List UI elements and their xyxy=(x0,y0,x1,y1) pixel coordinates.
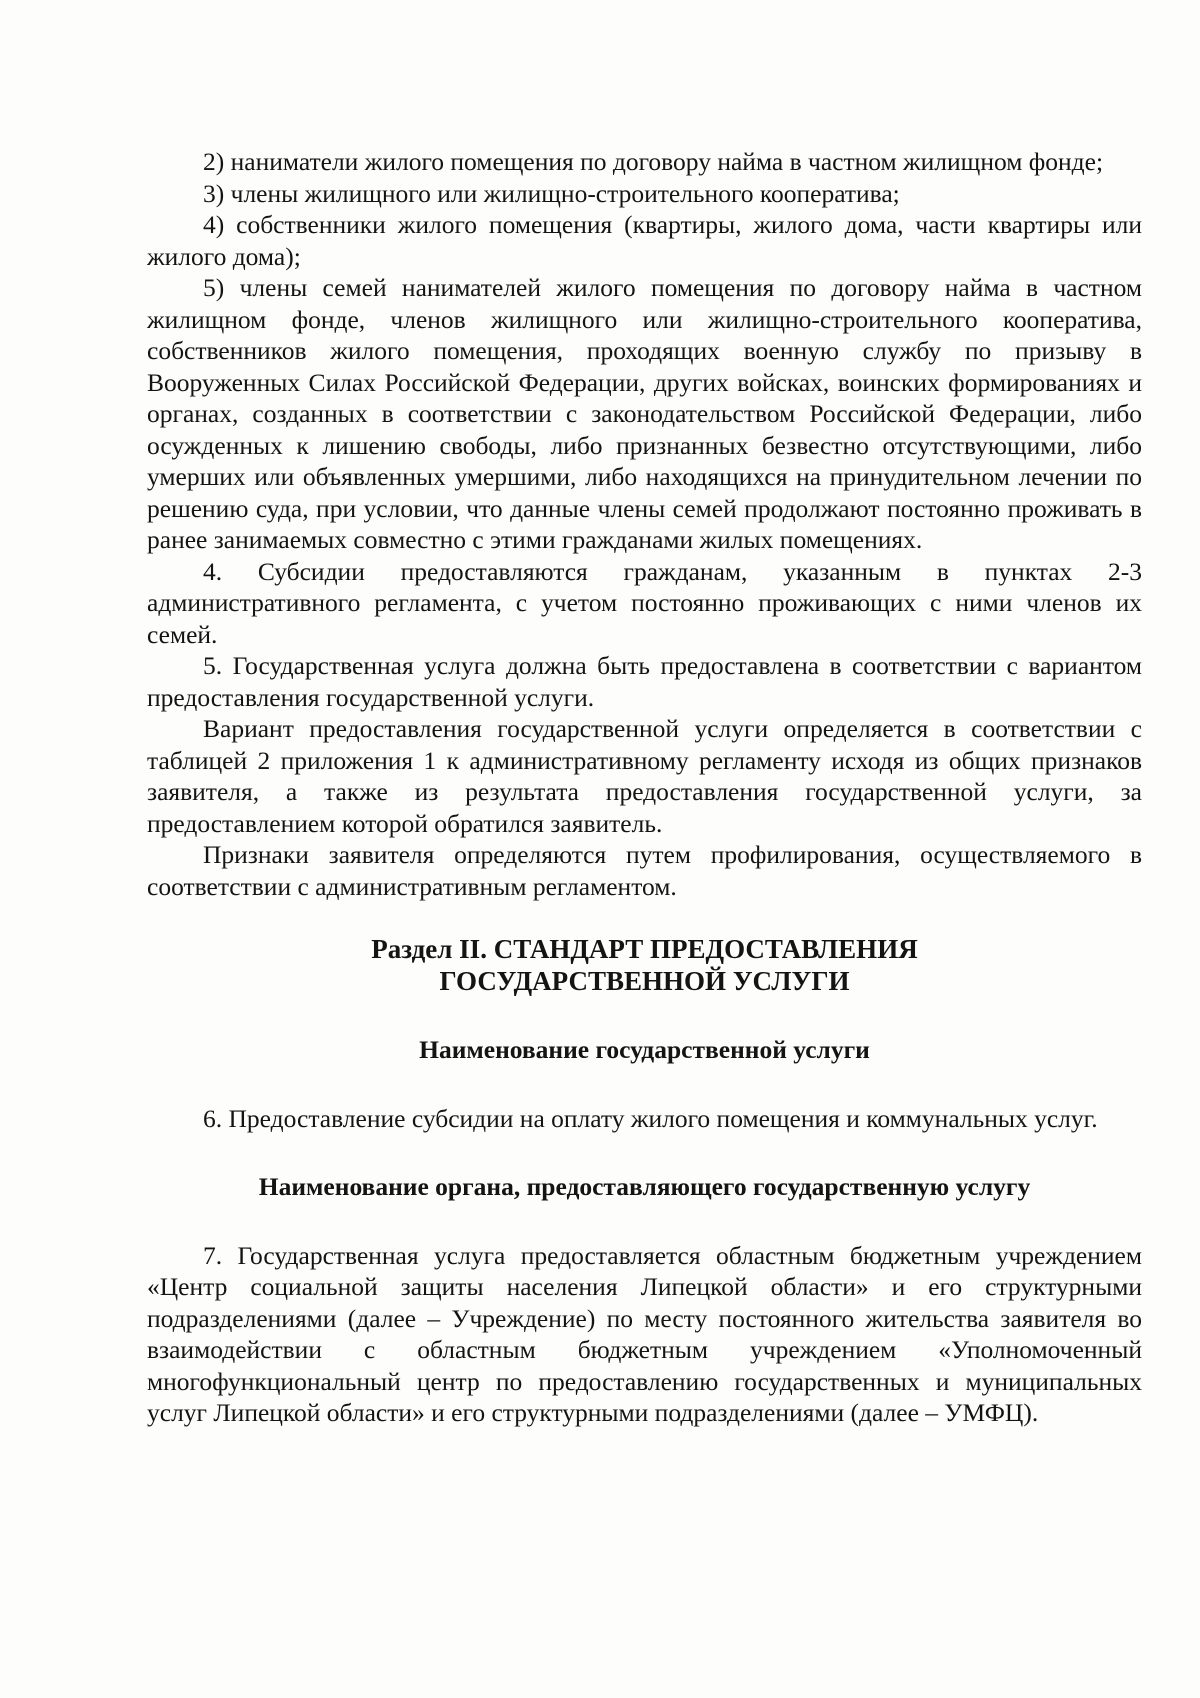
paragraph-clause-7: 7. Государственная услуга предоставляется областным бюджетным учреждением «Центр социальной защиты населения Липецкой области» и его структурными подразделениями (далее – Учреждение) по месту постоянного жительства заявителя во взаимодействии с областным бюджетным учреждением «Уполномоченный многофункциональный центр по предоставлению государственных и муниципальных услуг Липецкой области» и его структурными подразделениями (далее – УМФЦ). xyxy=(147,1240,1142,1427)
subheading-service-name: Наименование государственной услуги xyxy=(419,1035,870,1064)
paragraph-item-3: 3) члены жилищного или жилищно-строительного кооператива; xyxy=(203,178,900,208)
paragraph-applicant-signs: Признаки заявителя определяются путем профилирования, осуществляемого в соответствии с административным регламентом. xyxy=(147,840,1142,901)
section-title-line-1: Раздел II. СТАНДАРТ ПРЕДОСТАВЛЕНИЯ xyxy=(371,934,918,964)
document-body xyxy=(147,146,1142,1429)
paragraph-clause-4: 4. Субсидии предоставляются гражданам, указанным в пунктах 2-3 административного регламента, с учетом постоянно проживающих с ними членов их семей. xyxy=(147,556,1142,649)
subheading-authority-name: Наименование органа, предоставляющего государственную услугу xyxy=(258,1172,1031,1201)
paragraph-item-2: 2) наниматели жилого помещения по договору найма в частном жилищном фонде; xyxy=(203,147,1104,176)
paragraph-clause-5: 5. Государственная услуга должна быть предоставлена в соответствии с вариантом предоставления государственной услуги. xyxy=(147,651,1142,712)
paragraph-variant: Вариант предоставления государственной услуги определяется в соответствии с таблицей 2 приложения 1 к административному регламенту исходя из общих признаков заявителя, а также из результата предоставления государственной услуги, за предоставлением которой обратился заявитель. xyxy=(147,714,1142,838)
section-title-line-2: ГОСУДАРСТВЕННОЙ УСЛУГИ xyxy=(439,966,850,996)
paragraph-item-5: 5) члены семей нанимателей жилого помещения по договору найма в частном жилищном фонде, членов жилищного или жилищно-строительного кооператива, собственников жилого помещения, проходящих военную службу по призыву в Вооруженных Силах Российской Федерации, других войсках, воинских формированиях и органах, созданных в соответствии с законодательством Российской Федерации, либо осужденных к лишению свободы, либо признанных безвестно отсутствующими, либо умерших или объявленных умершими, либо находящихся на принудительном лечении по решению суда, при условии, что данные члены семей продолжают постоянно проживать в ранее занимаемых совместно с этими гражданами жилых помещениях. xyxy=(147,273,1142,554)
section-title xyxy=(147,933,1142,997)
paragraph-item-4: 4) собственники жилого помещения (квартиры, жилого дома, части квартиры или жилого дома); xyxy=(147,210,1142,271)
paragraph-clause-6: 6. Предоставление субсидии на оплату жилого помещения и коммунальных услуг. xyxy=(203,1103,1098,1133)
